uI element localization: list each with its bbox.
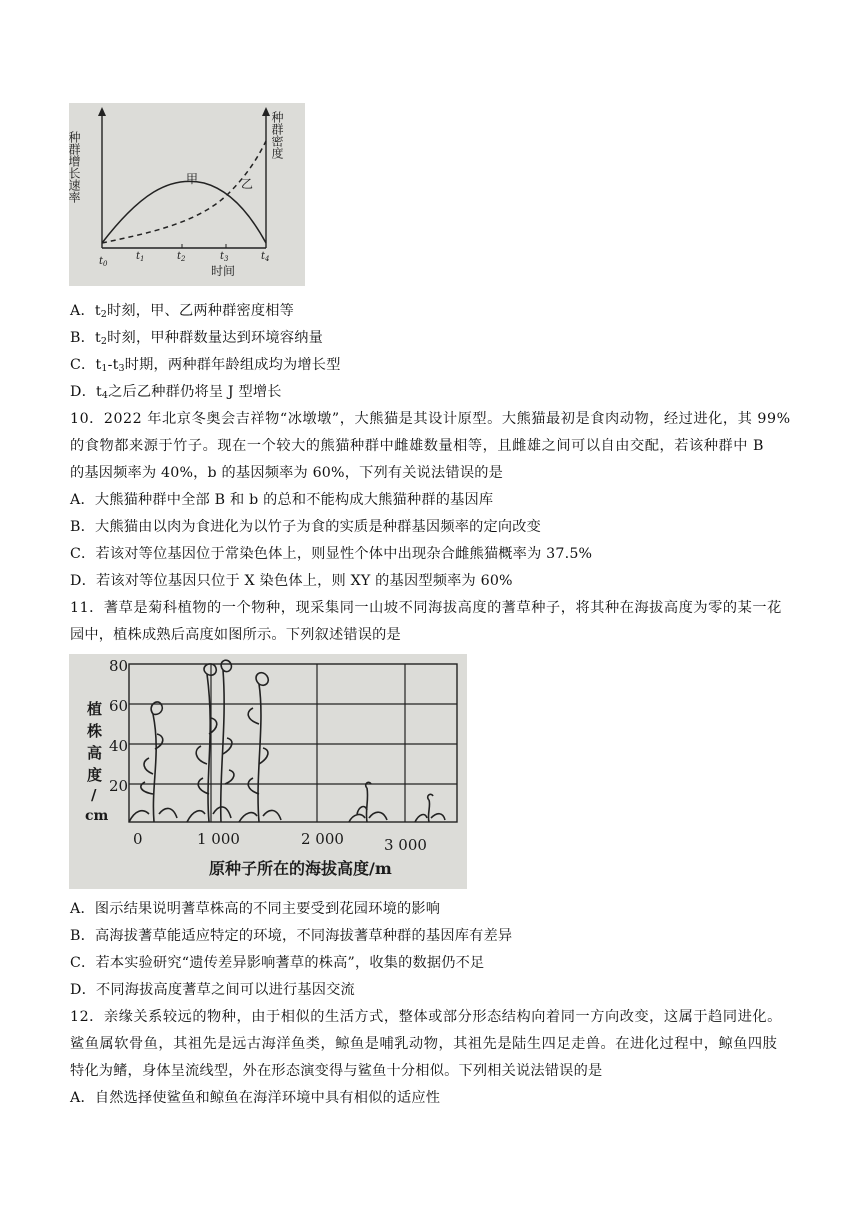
q9-option-c: C．$t_1-t_3$时期，两种群年龄组成均为增长型 [70, 357, 341, 374]
q11-option-b: B．高海拔蓍草能适应特定的环境，不同海拔蓍草种群的基因库有差异 [70, 928, 513, 944]
population-growth-svg [69, 103, 305, 286]
q12-stem-line-2: 鲨鱼属软骨鱼，其祖先是远古海洋鱼类，鲸鱼是哺乳动物，其祖先是陆生四足走兽。在进化过程中，鲸鱼四肢 [70, 1036, 778, 1052]
x-axis-label: 时间 [211, 264, 236, 278]
q9-option-d: D．$t_4$之后乙种群仍将呈 J 型增长 [70, 384, 282, 401]
ylabel-char-2: 株 [87, 722, 103, 740]
q11-option-d: D．不同海拔高度蓍草之间可以进行基因交流 [70, 982, 355, 998]
q12-option-a: A．自然选择使鲨鱼和鲸鱼在海洋环境中具有相似的适应性 [70, 1090, 441, 1106]
plant-altitude-1200 [239, 673, 281, 822]
ylabel-char-5: / [91, 786, 97, 804]
q11-stem-line-1: 11．蓍草是菊科植物的一个物种，现采集同一山坡不同海拔高度的蓍草种子，将其种在海拔高度为零的某一花 [70, 600, 782, 616]
tick-label-t0: $t_0$ [99, 256, 108, 268]
q10-option-c: C．若该对等位基因位于常染色体上，则显性个体中出现杂合雌熊猫概率为 37.5% [70, 546, 593, 562]
q10-option-b: B．大熊猫由以肉为食进化为以竹子为食的实质是种群基因频率的定向改变 [70, 519, 542, 535]
q11-option-c: C．若本实验研究“遗传差异影响蓍草的株高”，收集的数据仍不足 [70, 955, 485, 971]
yarrow-height-svg [69, 654, 467, 889]
q10-option-d: D．若该对等位基因只位于 X 染色体上，则 XY 的基因型频率为 60% [70, 573, 513, 589]
ytick-60: 60 [109, 697, 129, 715]
plant-altitude-0 [129, 702, 177, 822]
ytick-80: 80 [109, 657, 129, 675]
curve-label-yi: 乙 [241, 177, 254, 191]
q12-stem-line-1: 12．亲缘关系较远的物种，由于相似的生活方式，整体或部分形态结构向着同一方向改变，这属于趋同进化。 [70, 1009, 782, 1025]
ytick-20: 20 [109, 777, 129, 795]
xtick-3000: 3 000 [384, 836, 427, 854]
right-axis-label: 种群密度 [270, 111, 284, 159]
q11-option-a: A．图示结果说明蓍草株高的不同主要受到花园环境的影响 [70, 901, 441, 917]
curve-label-jia: 甲 [186, 172, 199, 186]
ytick-40: 40 [109, 737, 129, 755]
plant-altitude-2800 [349, 782, 387, 822]
yarrow-height-figure [69, 654, 467, 889]
ylabel-char-4: 度 [87, 766, 103, 784]
population-growth-figure [69, 103, 305, 286]
ylabel-char-3: 高 [87, 744, 103, 762]
xtick-1000: 1 000 [197, 830, 240, 848]
q9-option-a: A．$t_2$时刻，甲、乙两种群密度相等 [70, 303, 295, 320]
q10-stem-line-3: 的基因频率为 40%，b 的基因频率为 60%，下列有关说法错误的是 [70, 465, 503, 481]
tick-label-t2: $t_2$ [177, 251, 186, 263]
grid-frame [129, 664, 457, 822]
q10-stem-line-1: 10．2022 年北京冬奥会吉祥物“冰墩墩”，大熊猫是其设计原型。大熊猫最初是食肉动物，经过进化，其 99% [70, 411, 791, 427]
ylabel-char-1: 植 [87, 700, 103, 718]
plant-altitude-1000b [221, 660, 234, 822]
ylabel-char-6: cm [85, 808, 109, 824]
left-axis-arrow [98, 107, 106, 116]
q11-stem-line-2: 园中，植株成熟后高度如图所示。下列叙述错误的是 [70, 627, 401, 643]
xlabel: 原种子所在的海拔高度/m [209, 859, 392, 878]
xtick-2000: 2 000 [301, 830, 344, 848]
q10-stem-line-2: 的食物都来源于竹子。现在一个较大的熊猫种群中雌雄数量相等，且雌雄之间可以自由交配，若该种群中 B [70, 438, 764, 454]
tick-label-t4: $t_4$ [261, 251, 270, 263]
plant-altitude-3100 [415, 794, 445, 822]
right-axis-arrow [262, 107, 270, 116]
q9-option-b: B．$t_2$时刻，甲种群数量达到环境容纳量 [70, 330, 323, 347]
xtick-0: 0 [133, 830, 143, 848]
tick-label-t3: $t_3$ [220, 251, 229, 263]
left-axis-label: 种群增长速率 [67, 131, 81, 203]
tick-label-t1: $t_1$ [136, 251, 145, 263]
curve-yi [102, 141, 266, 243]
q10-option-a: A．大熊猫种群中全部 B 和 b 的总和不能构成大熊猫种群的基因库 [70, 492, 494, 508]
q12-stem-line-3: 特化为鳍，身体呈流线型，外在形态演变得与鲨鱼十分相似。下列相关说法错误的是 [70, 1063, 603, 1079]
